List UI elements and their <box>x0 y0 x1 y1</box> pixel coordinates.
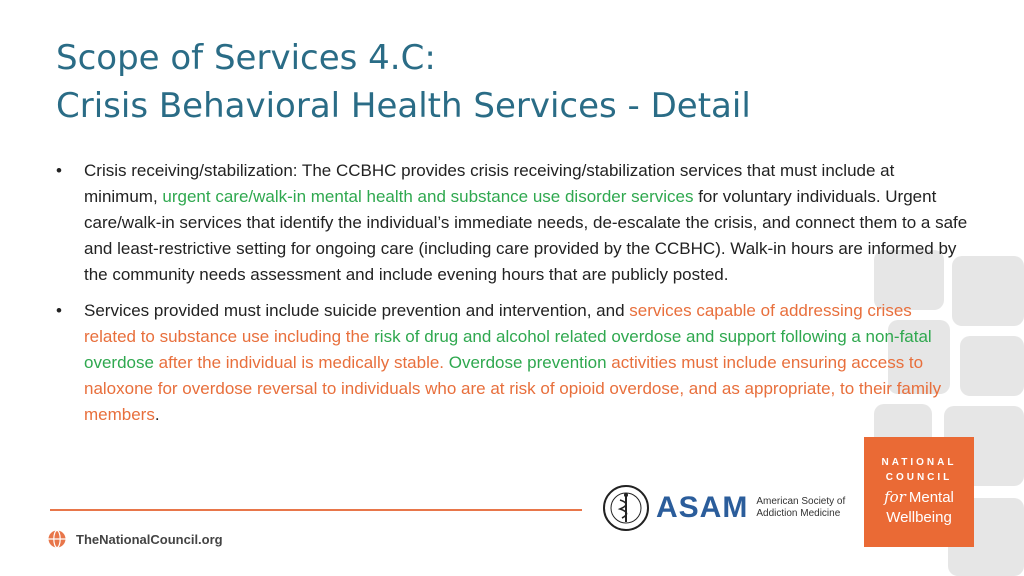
highlight-green: Overdose prevention <box>448 353 607 372</box>
highlight-green: risk of drug and alcohol related overdose and support following a non-fatal overdose <box>84 327 932 372</box>
footer-website[interactable] <box>48 530 223 548</box>
nc-logo-line-3 <box>864 487 974 508</box>
bullet-text <box>84 161 967 284</box>
text-segment: . <box>154 405 160 424</box>
highlight-orange: after the individual is medically stable. <box>153 353 449 372</box>
nc-logo-line-2: COUNCIL <box>885 472 953 483</box>
bullet-list <box>56 158 968 438</box>
asam-logo <box>602 482 845 534</box>
page-title <box>56 34 956 130</box>
bullet-services-provided <box>56 298 968 428</box>
bullet-text <box>84 301 941 424</box>
title-line-2: Crisis Behavioral Health Services - Detail <box>56 86 751 126</box>
text-segment: for voluntary individuals. Urgent care/walk-in services that identify the individual’s immediate needs, de-escalate the crisis, and connect them to a safe and least-restrictive setting for ongoing care (including care provided by the CCBHC). Walk-in hours are informed by the community needs assessment and include evening hours that are publicly posted. <box>84 187 968 284</box>
nc-logo-mental: Mental <box>908 489 954 506</box>
nc-logo-line-4: Wellbeing <box>886 509 952 526</box>
highlight-orange: services capable of addressing crises related to substance use including the <box>84 301 912 346</box>
nc-logo-line-1: NATIONAL <box>881 457 957 468</box>
nc-logo-for: for <box>884 488 906 506</box>
national-council-logo <box>864 437 974 547</box>
text-segment: Services provided must include suicide prevention and intervention, and <box>84 301 630 320</box>
globe-icon <box>48 530 66 548</box>
website-link[interactable]: TheNationalCouncil.org <box>76 531 223 547</box>
footer-divider <box>50 509 582 511</box>
bullet-dot: • <box>56 301 62 320</box>
title-line-1: Scope of Services 4.C: <box>56 38 436 78</box>
asam-seal-icon <box>602 482 650 534</box>
bullet-dot: • <box>56 161 62 180</box>
highlight-green: urgent care/walk-in mental health and substance use disorder services <box>162 187 694 206</box>
text-segment: Crisis receiving/stabilization: The CCBHC provides crisis receiving/stabilization services that must include at minimum, <box>84 161 895 206</box>
highlight-orange: activities must include ensuring access to naloxone for overdose reversal to individuals who are at risk of opioid overdose, and as appropriate, to their family members <box>84 353 942 424</box>
asam-name-line-1: American Society of <box>756 496 846 507</box>
bullet-crisis-receiving <box>56 158 968 288</box>
asam-wordmark: ASAM <box>656 491 749 524</box>
asam-name-line-2: Addiction Medicine <box>756 508 841 519</box>
asam-full-name <box>756 496 845 520</box>
